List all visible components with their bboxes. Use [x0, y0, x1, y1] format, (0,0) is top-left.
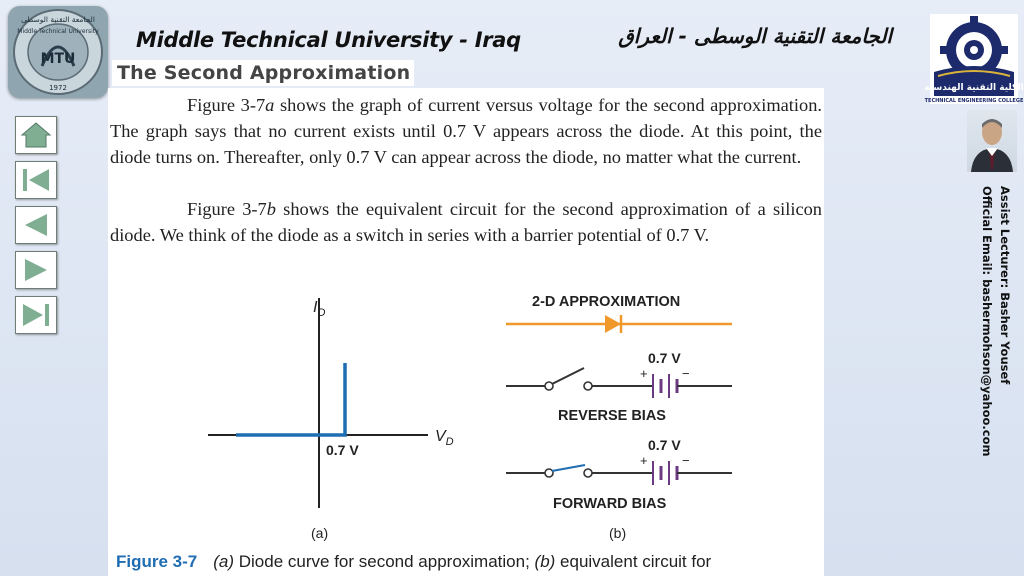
svg-text:+: +: [640, 453, 648, 468]
svg-text:+: +: [640, 366, 648, 381]
y-axis-label: $I_D$: [313, 299, 326, 319]
next-slide-button[interactable]: [15, 251, 57, 289]
reverse-bias-label: REVERSE BIAS: [558, 408, 666, 424]
diode-symbol: [605, 315, 621, 333]
panel-b-label: (b): [609, 525, 627, 541]
logo-arabic-text: الجامعة التقنية الوسطى: [21, 15, 95, 24]
college-logo-graphic: [924, 14, 1024, 104]
forward-bias-label: FORWARD BIAS: [553, 496, 667, 512]
university-logo-graphic: [8, 6, 108, 98]
panel-a-label: (a): [311, 525, 329, 541]
first-slide-button[interactable]: [15, 161, 57, 199]
slide-content: [108, 88, 824, 576]
paragraph-2: Figure 3-7b shows the equivalent circuit for the second approximation of a silicon diode. We think of the diode as a switch in series with a barrier potential of 0.7 V.: [110, 199, 822, 246]
lecturer-photo: [967, 110, 1017, 172]
slide-subtitle: The Second Approximation: [112, 60, 414, 86]
college-arabic-text: الكلية التقنية الهندسية: [924, 83, 1024, 93]
last-slide-icon: [19, 300, 53, 330]
lecturer-portrait: [967, 110, 1017, 172]
figure-caption: Figure 3-7 (a) Diode curve for second approximation; (b) equivalent circuit for: [116, 552, 712, 571]
logo-english-text: Middle Technical University: [17, 28, 99, 35]
previous-slide-icon: [19, 210, 53, 240]
svg-text:−: −: [682, 366, 690, 381]
previous-slide-button[interactable]: [15, 206, 57, 244]
home-icon: [19, 120, 53, 150]
diode-curve-graph: [208, 298, 454, 541]
paragraph-1: Figure 3-7a shows the graph of current versus voltage for the second approximation. The graph says that no current exists until 0.7 V appears across the diode. At this point, the diode turns on. Thereafter, only 0.7 V can appear across the diode, no matter what the current.: [110, 95, 822, 168]
equivalent-circuit: [506, 294, 732, 541]
next-slide-icon: [19, 255, 53, 285]
diode-curve: [236, 363, 345, 435]
lecturer-email: Official Email: bashermohson@yahoo.com: [980, 186, 994, 457]
lecturer-info: [978, 186, 1014, 456]
forward-voltage-label: 0.7 V: [648, 437, 681, 453]
first-slide-icon: [19, 165, 53, 195]
x-axis-label: $V_D$: [435, 428, 454, 448]
knee-voltage-label: 0.7 V: [326, 442, 359, 458]
logo-emblem: MTU: [40, 51, 76, 67]
header-title-english: Middle Technical University - Iraq: [136, 28, 521, 52]
closed-switch: [552, 465, 585, 471]
lecturer-name: Assist Lecturer: Basher Yousef: [998, 186, 1012, 385]
college-logo: [924, 14, 1024, 104]
circuit-title: 2-D APPROXIMATION: [532, 294, 681, 310]
home-button[interactable]: [15, 116, 57, 154]
figure-3-7: [108, 88, 824, 576]
logo-year: 1972: [49, 84, 67, 92]
svg-text:−: −: [682, 453, 690, 468]
university-logo: [8, 6, 108, 98]
reverse-voltage-label: 0.7 V: [648, 350, 681, 366]
last-slide-button[interactable]: [15, 296, 57, 334]
header-title-arabic: الجامعة التقنية الوسطى - العراق: [618, 24, 892, 48]
college-english-text: TECHNICAL ENGINEERING COLLEGE: [924, 98, 1024, 104]
open-switch: [552, 368, 584, 384]
